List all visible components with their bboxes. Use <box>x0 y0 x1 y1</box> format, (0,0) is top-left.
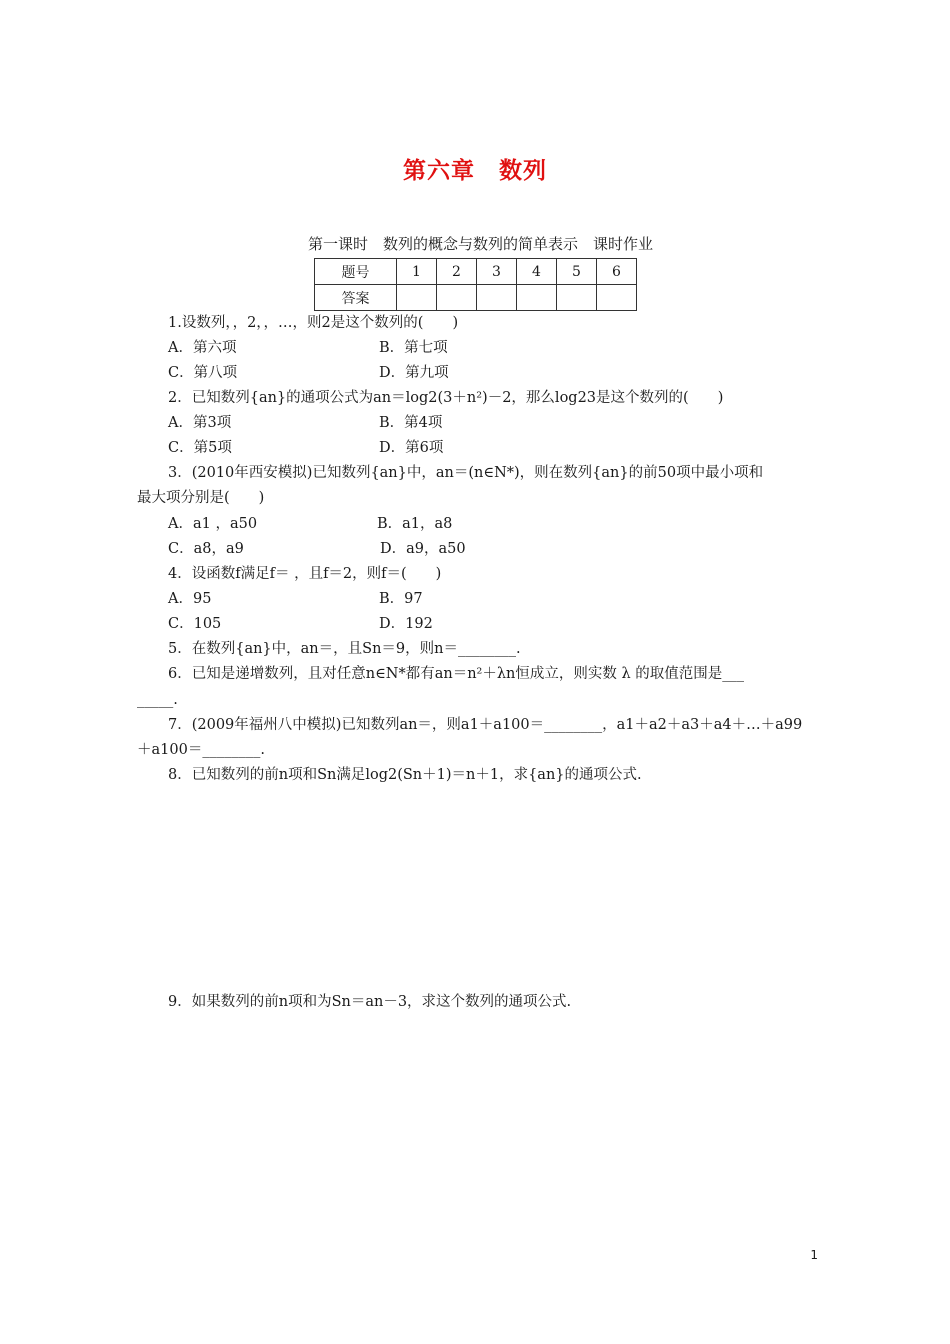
answer-cell[interactable] <box>557 285 597 311</box>
question-number-cell: 5 <box>557 259 597 285</box>
question-4-option-b: B．97 <box>379 591 423 607</box>
answer-cell[interactable] <box>397 285 437 311</box>
answer-header: 答案 <box>315 285 397 311</box>
question-7-stem-line-2: ＋a100＝________. <box>137 742 265 758</box>
question-7-stem-line-1: 7．(2009年福州八中模拟)已知数列an＝，则a1＋a100＝________，a1＋a2＋a3＋a4＋…＋a99 <box>168 717 803 733</box>
question-4-stem: 4．设函数f满足f＝ ，且f＝2，则f＝( ) <box>168 566 442 582</box>
question-2-option-c: C．第5项 <box>168 440 232 456</box>
question-3-option-c: C．a8，a9 <box>168 541 244 557</box>
question-3-stem-line-2: 最大项分别是( ) <box>137 490 265 506</box>
question-number-cell: 3 <box>477 259 517 285</box>
question-3-option-b: B．a1，a8 <box>377 516 453 532</box>
question-number-header: 题号 <box>315 259 397 285</box>
question-number-cell: 4 <box>517 259 557 285</box>
question-6-stem-line-1: 6．已知是递增数列，且对任意n∈N*都有an＝n²＋λn恒成立，则实数 λ 的取值范围是___ <box>168 666 745 682</box>
question-number-cell: 2 <box>437 259 477 285</box>
lesson-subtitle: 第一课时 数列的概念与数列的简单表示 课时作业 <box>308 235 654 253</box>
question-5-stem: 5．在数列{an}中，an＝，且Sn＝9，则n＝________. <box>168 641 521 657</box>
question-4-option-d: D．192 <box>379 616 433 632</box>
answer-cell[interactable] <box>437 285 477 311</box>
question-3-stem-line-1: 3．(2010年西安模拟)已知数列{an}中，an＝(n∈N*)，则在数列{an}的前50项中最小项和 <box>168 465 764 481</box>
answer-cell[interactable] <box>477 285 517 311</box>
question-1-option-a: A．第六项 <box>168 340 237 356</box>
question-1-option-d: D．第九项 <box>379 365 449 381</box>
question-number-cell: 6 <box>597 259 637 285</box>
question-2-stem: 2．已知数列{an}的通项公式为an＝log2(3＋n²)－2，那么log23是这个数列的( ) <box>168 390 724 406</box>
answer-cell[interactable] <box>597 285 637 311</box>
question-2-option-a: A．第3项 <box>168 415 232 431</box>
answer-table-answer-row <box>315 285 637 311</box>
question-4-option-c: C．105 <box>168 616 222 632</box>
question-number-cell: 1 <box>397 259 437 285</box>
question-3-option-a: A．a1 ，a50 <box>168 516 258 532</box>
answer-table-header-row <box>315 259 637 285</box>
question-3-option-d: D．a9，a50 <box>380 541 466 557</box>
chapter-title: 第六章 数列 <box>403 158 547 184</box>
page-number: 1 <box>810 1248 818 1262</box>
answer-table <box>314 258 637 311</box>
question-8-stem: 8．已知数列的前n项和Sn满足log2(Sn＋1)＝n＋1，求{an}的通项公式. <box>168 767 642 783</box>
question-2-option-b: B．第4项 <box>379 415 443 431</box>
question-6-stem-line-2: _____. <box>137 692 178 708</box>
question-1-option-b: B．第七项 <box>379 340 448 356</box>
answer-cell[interactable] <box>517 285 557 311</box>
question-2-option-d: D．第6项 <box>379 440 444 456</box>
question-1-option-c: C．第八项 <box>168 365 238 381</box>
question-9-stem: 9．如果数列的前n项和为Sn＝an－3，求这个数列的通项公式. <box>168 994 572 1010</box>
question-4-option-a: A．95 <box>168 591 212 607</box>
question-1-stem: 1.设数列，，2，，…，则2是这个数列的( ) <box>168 315 459 331</box>
